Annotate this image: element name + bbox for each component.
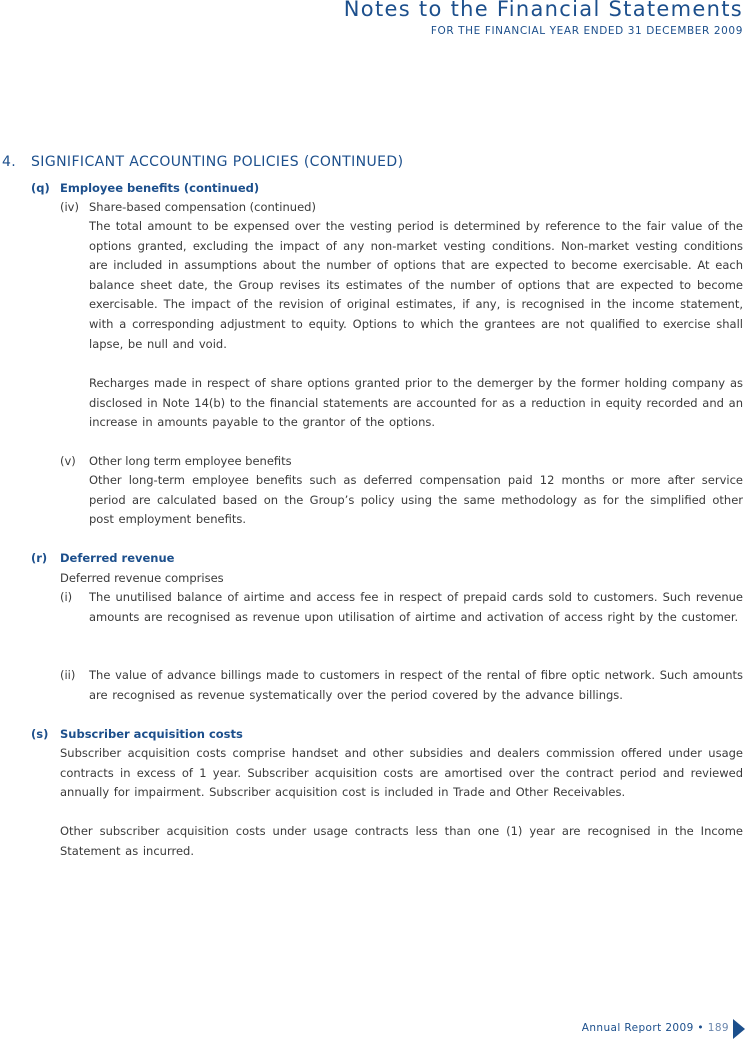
footer (582, 1022, 729, 1034)
subsection-q-title: Employee benefits (continued) (60, 181, 260, 195)
section-number: 4. (2, 154, 17, 170)
item-iv-paragraph-2: Recharges made in respect of share options granted prior to the demerger by the former holding company as disclosed in Note 14(b) to the financial statements are accounted for as a reduction in equity recorded and an increase in amounts payable to the grantor of the options. (89, 376, 743, 430)
subsection-s-label: (s) (31, 727, 49, 741)
item-iv-label: (iv) (60, 200, 79, 214)
subsection-q-label: (q) (31, 181, 50, 195)
item-iv-paragraph-1: The total amount to be expensed over the vesting period is determined by reference to the fair value of the options granted, excluding the impact of any non-market vesting conditions. Non-market vesting conditions are included in assumptions about the number of options that are expected to become exercisable. At each balance sheet date, the Group revises its estimates of the number of options that are expected to become exercisable. The impact of the revision of original estimates, if any, is recognised in the income statement, with a corresponding adjustment to equity. Options to which the grantees are not qualified to exercise shall lapse, be null and void. (89, 219, 743, 351)
subsection-r-title: Deferred revenue (60, 551, 175, 565)
item-v-label: (v) (60, 454, 76, 468)
section-title: SIGNIFICANT ACCOUNTING POLICIES (CONTINUED) (31, 154, 404, 170)
subsection-r-intro: Deferred revenue comprises (60, 571, 224, 585)
item-i-label: (i) (60, 590, 73, 604)
subsection-s-title: Subscriber acquisition costs (60, 727, 243, 741)
footer-report-label: Annual Report 2009 • (581, 1022, 704, 1034)
header-subtitle: FOR THE FINANCIAL YEAR ENDED 31 DECEMBER 2009 (430, 25, 743, 37)
item-ii-paragraph: The value of advance billings made to customers in respect of the rental of fibre optic network. Such amounts are recognised as revenue systematically over the period covered by the advance billings. (89, 668, 743, 702)
header-title: Notes to the Financial Statements (343, 0, 743, 21)
item-v-title: Other long term employee benefits (89, 454, 292, 468)
item-iv-title: Share-based compensation (continued) (89, 200, 316, 214)
next-page-arrow-icon (733, 1019, 745, 1039)
page-number: 189 (707, 1022, 729, 1034)
item-i-paragraph: The unutilised balance of airtime and access fee in respect of prepaid cards sold to customers. Such revenue amounts are recognised as revenue upon utilisation of airtime and activation of access right by the customer. (89, 590, 743, 624)
subsection-r-label: (r) (31, 551, 48, 565)
item-ii-label: (ii) (60, 668, 76, 682)
subsection-s-paragraph-1: Subscriber acquisition costs comprise handset and other subsidies and dealers commission offered under usage contracts in excess of 1 year. Subscriber acquisition costs are amortised over the contract period and reviewed annually for impairment. Subscriber acquisition cost is included in Trade and Other Receivables. (60, 746, 743, 800)
subsection-s-paragraph-2: Other subscriber acquisition costs under usage contracts less than one (1) year are recognised in the Income Statement as incurred. (60, 824, 743, 858)
item-v-paragraph: Other long-term employee benefits such as deferred compensation paid 12 months or more after service period are calculated based on the Group’s policy using the same methodology as for the simplified other post employment benefits. (89, 473, 743, 527)
